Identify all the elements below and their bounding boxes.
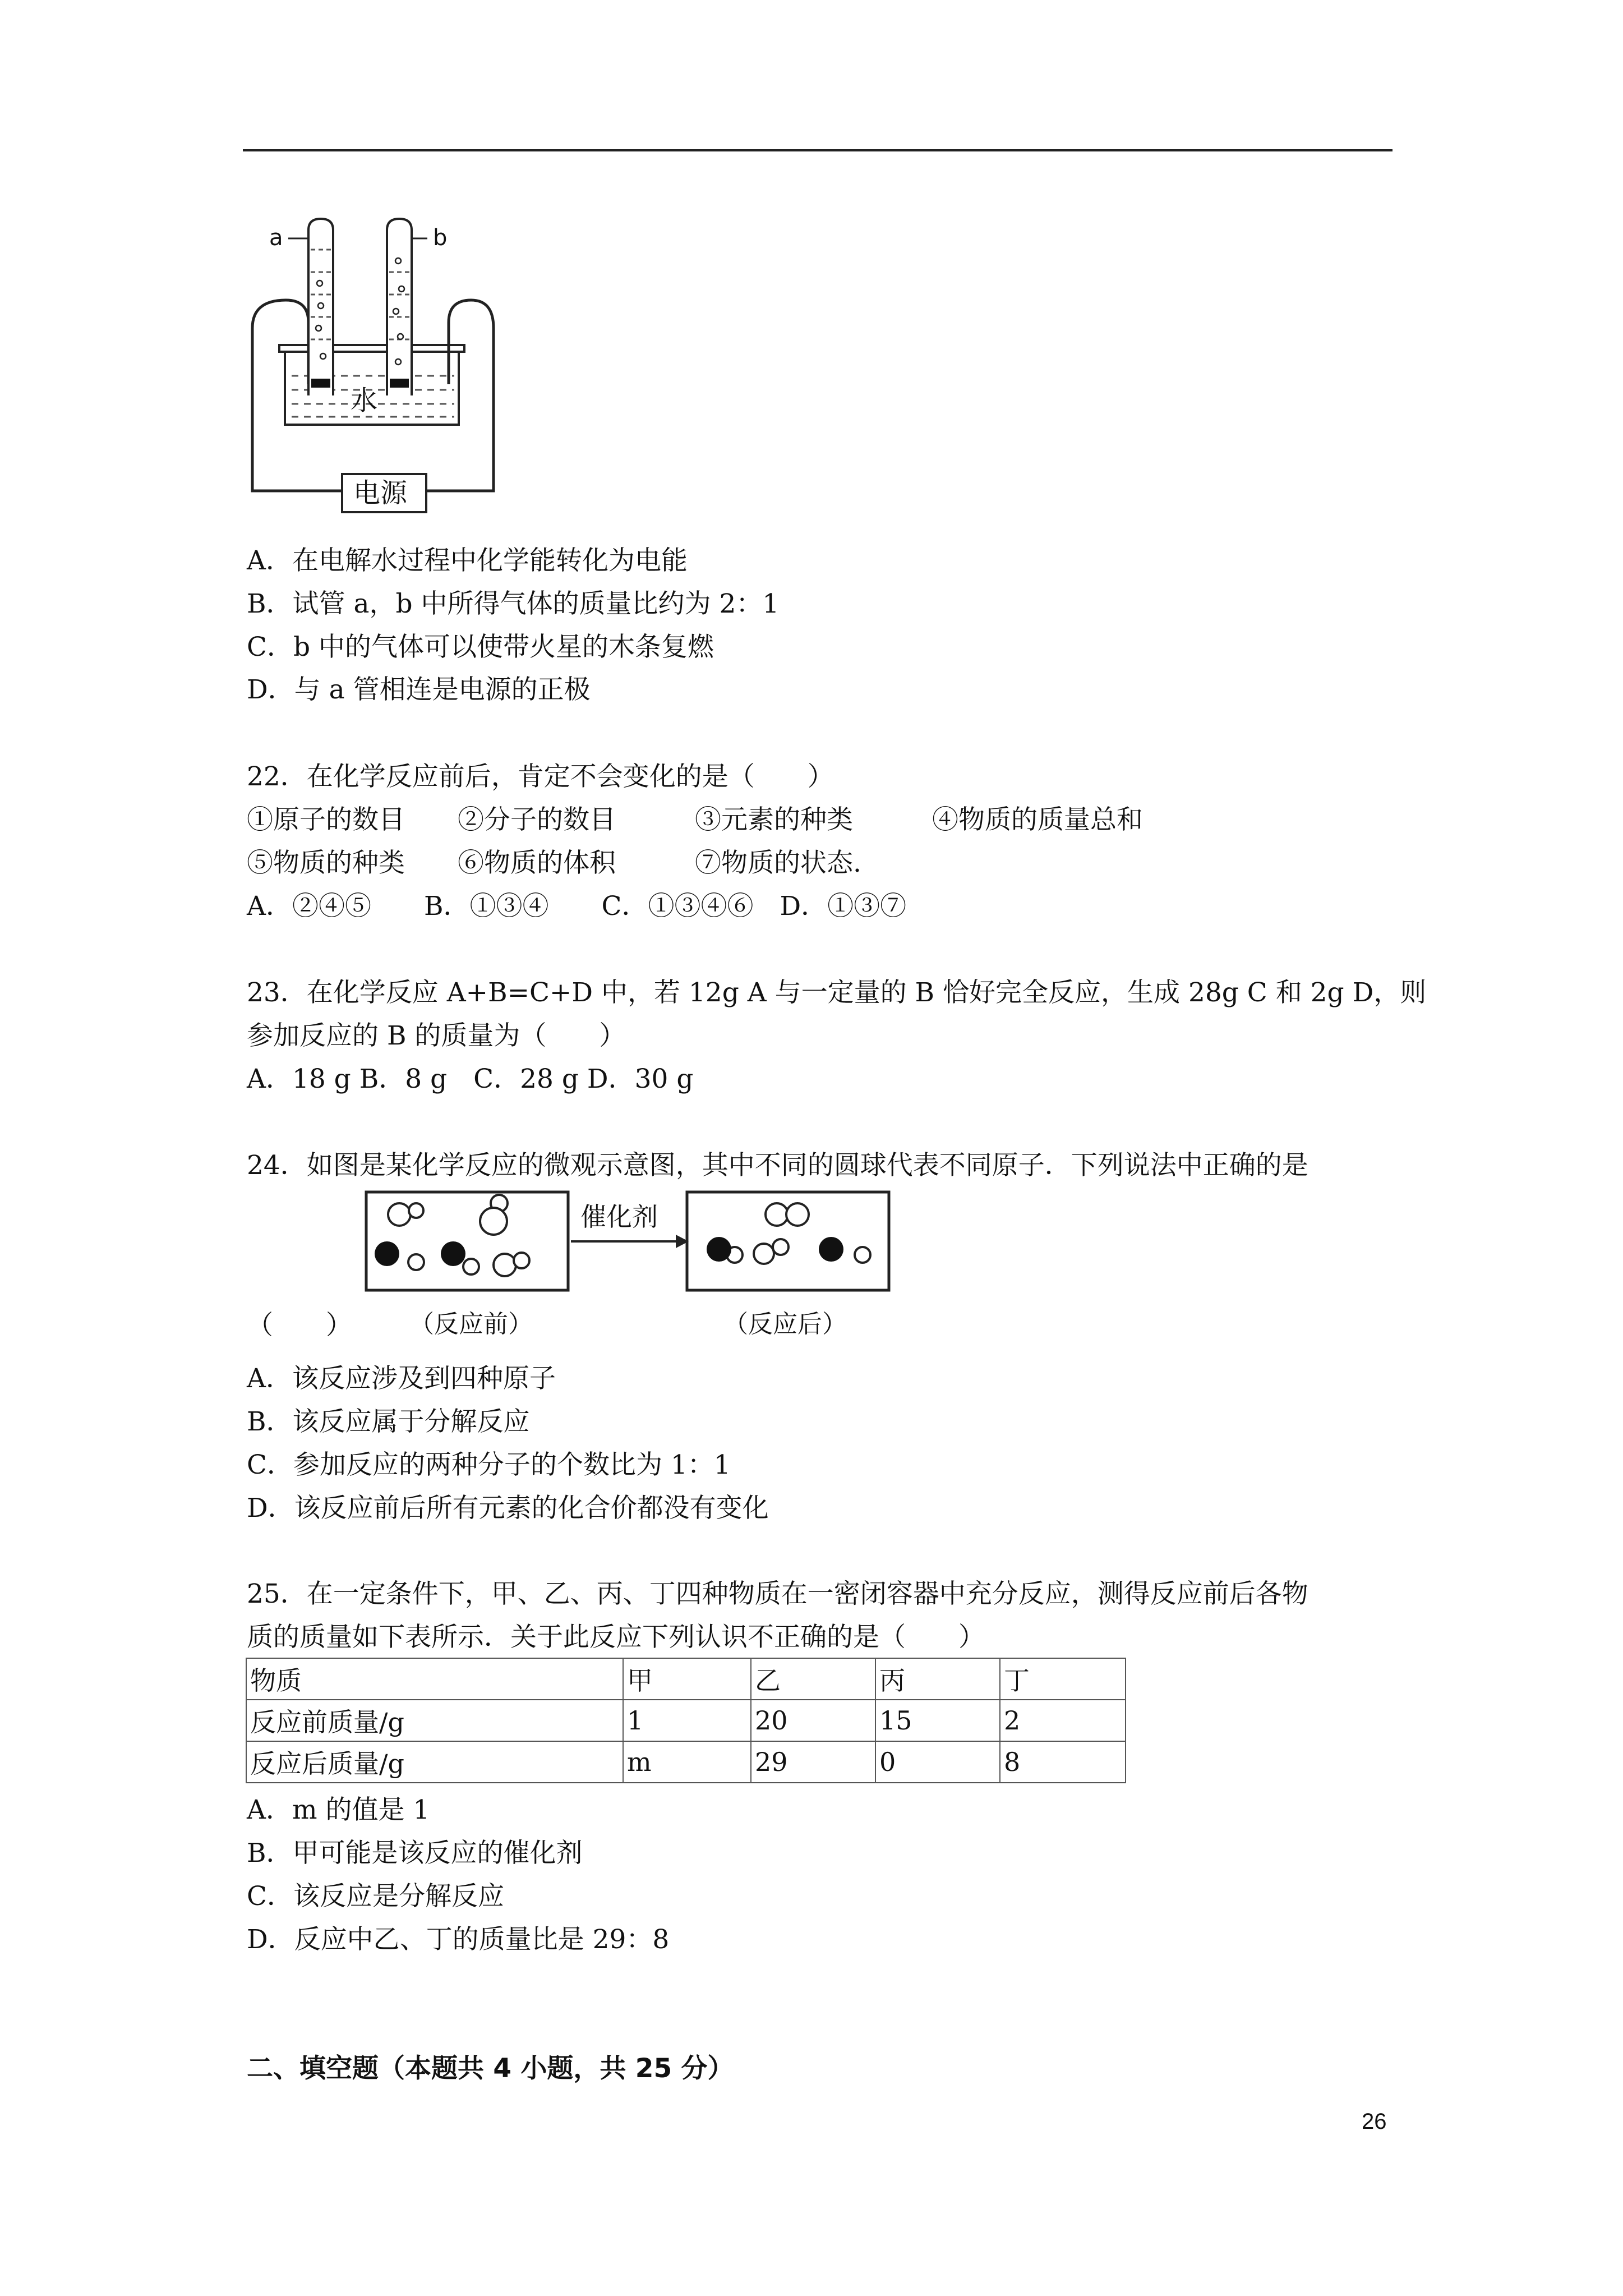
table-header-row (246, 1658, 1126, 1700)
table-cell: 8 (1000, 1741, 1126, 1783)
q22-options: A．②④⑤ B．①③④ C．①③④⑥ D．①③⑦ (247, 891, 907, 922)
q22-items-row1: ①原子的数目 ②分子的数目 ③元素的种类 ④物质的质量总和 (247, 804, 1143, 835)
q25-option-b: B．甲可能是该反应的催化剂 (247, 1838, 583, 1869)
q24-option-b: B．该反应属于分解反应 (247, 1406, 530, 1437)
q22-items-row2: ⑤物质的种类 ⑥物质的体积 ⑦物质的状态. (247, 848, 861, 878)
q21-option-a: A．在电解水过程中化学能转化为电能 (247, 545, 688, 576)
table-cell: m (623, 1741, 751, 1783)
table-header-cell: 丙 (875, 1658, 1000, 1700)
table-cell: 1 (623, 1700, 751, 1741)
mass-table (246, 1658, 1126, 1783)
table-cell: 2 (1000, 1700, 1126, 1741)
q25-option-a: A．m 的值是 1 (247, 1795, 430, 1825)
q23-options: A．18 g B．8 g C．28 g D．30 g (247, 1064, 694, 1094)
table-cell: 29 (751, 1741, 875, 1783)
section-heading: 二、填空题（本题共 4 小题，共 25 分） (247, 2053, 734, 2084)
reaction-microscopic-diagram (365, 1181, 925, 1349)
catalyst-label: 催化剂 (580, 1202, 658, 1232)
table-cell: 0 (875, 1741, 1000, 1783)
q23-stem-line1: 23．在化学反应 A+B=C+D 中，若 12g A 与一定量的 B 恰好完全反应，生成 28g C 和 2g D，则 (247, 977, 1427, 1008)
header-rule (243, 149, 1393, 151)
q25-option-c: C．该反应是分解反应 (247, 1881, 504, 1912)
q24-option-c: C．参加反应的两种分子的个数比为 1：1 (247, 1450, 731, 1480)
table-header-cell: 丁 (1000, 1658, 1126, 1700)
water-label: 水 (351, 385, 378, 416)
q24-stem: 24．如图是某化学反应的微观示意图，其中不同的圆球代表不同原子．下列说法中正确的是 (247, 1150, 1308, 1181)
before-caption: （反应前） (409, 1310, 533, 1338)
q25-stem-line1: 25．在一定条件下，甲、乙、丙、丁四种物质在一密闭容器中充分反应，测得反应前后各物 (247, 1579, 1308, 1609)
table-header-cell: 乙 (751, 1658, 875, 1700)
table-cell: 15 (875, 1700, 1000, 1741)
table-cell: 20 (751, 1700, 875, 1741)
table-row (246, 1741, 1126, 1783)
page-number: 26 (1362, 2109, 1387, 2134)
table-cell: 反应后质量/g (246, 1741, 623, 1783)
q22-stem: 22．在化学反应前后，肯定不会变化的是（ ） (247, 761, 834, 792)
q25-stem-line2: 质的质量如下表所示．关于此反应下列认识不正确的是（ ） (247, 1622, 985, 1653)
power-supply-label: 电源 (353, 477, 408, 509)
table-cell: 反应前质量/g (246, 1700, 623, 1741)
tube-a-label: a (269, 225, 283, 251)
q24-option-a: A．该反应涉及到四种原子 (247, 1363, 556, 1394)
table-header-cell: 物质 (246, 1658, 623, 1700)
tube-b-label: b (433, 225, 448, 251)
table-header-cell: 甲 (623, 1658, 751, 1700)
q25-option-d: D．反应中乙、丁的质量比是 29：8 (247, 1924, 670, 1955)
electrolysis-diagram (241, 216, 533, 530)
after-caption: （反应后） (723, 1310, 847, 1338)
q24-option-d: D．该反应前后所有元素的化合价都没有变化 (247, 1493, 769, 1524)
q23-stem-line2: 参加反应的 B 的质量为（ ） (247, 1020, 626, 1051)
q21-option-c: C．b 中的气体可以使带火星的木条复燃 (247, 632, 714, 662)
q21-option-d: D．与 a 管相连是电源的正极 (247, 674, 591, 705)
q24-answer-bracket: （ ） (247, 1310, 352, 1341)
table-row (246, 1700, 1126, 1741)
q21-option-b: B．试管 a，b 中所得气体的质量比约为 2：1 (247, 588, 780, 619)
